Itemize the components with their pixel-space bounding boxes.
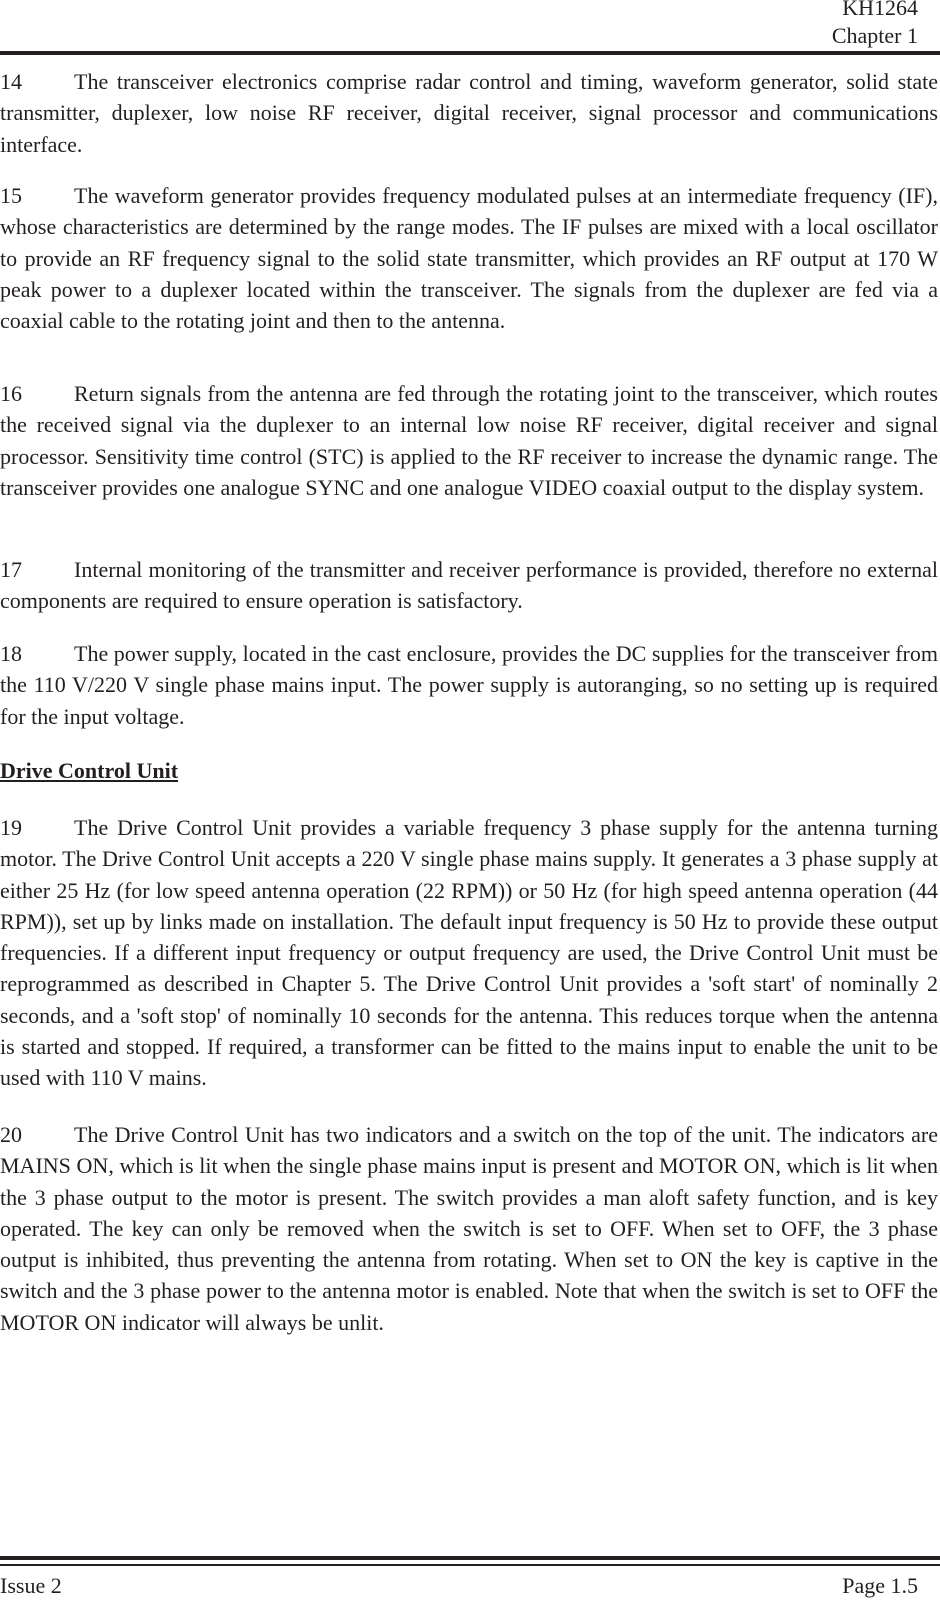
document-code: KH1264 — [842, 0, 918, 20]
issue-label: Issue 2 — [0, 1573, 62, 1598]
paragraph-17 — [0, 554, 938, 617]
paragraph-number: 14 — [0, 69, 22, 94]
chapter-label: Chapter 1 — [831, 23, 918, 48]
footer-rule-thin — [0, 1564, 940, 1566]
paragraph-text: The transceiver electronics comprise radar control and timing, waveform generator, solid state transmitter, duplexer, low noise RF receiver, digital receiver, signal processor and communications interface. — [0, 69, 938, 157]
paragraph-16 — [0, 378, 938, 503]
paragraph-text: The Drive Control Unit has two indicators and a switch on the top of the unit. The indicators are MAINS ON, which is lit when the single phase mains input is present and MOTOR ON, which is lit when the 3 phase output to the motor is present. The switch provides a man aloft safety function, and is key operated. The key can only be removed when the switch is set to OFF. When set to OFF, the 3 phase output is inhibited, thus preventing the antenna from rotating. When set to ON the key is captive in the switch and the 3 phase power to the antenna motor is enabled. Note that when the switch is set to OFF the MOTOR ON indicator will always be unlit. — [0, 1122, 938, 1335]
header-rule — [0, 51, 940, 55]
paragraph-text: The waveform generator provides frequency modulated pulses at an intermediate frequency (IF), whose characteristics are determined by the range modes. The IF pulses are mixed with a local oscillator to provide an RF frequency signal to the solid state transmitter, which provides an RF output at 170 W peak power to a duplexer located within the transceiver. The signals from the duplexer are fed via a coaxial cable to the rotating joint and then to the antenna. — [0, 183, 938, 334]
paragraph-text: The power supply, located in the cast enclosure, provides the DC supplies for the transceiver from the 110 V/220 V single phase mains input. The power supply is autoranging, so no setting up is required for the input voltage. — [0, 641, 938, 729]
paragraph-number: 15 — [0, 183, 22, 208]
paragraph-number: 16 — [0, 381, 22, 406]
paragraph-20 — [0, 1119, 938, 1338]
paragraph-text: The Drive Control Unit provides a variable frequency 3 phase supply for the antenna turning motor. The Drive Control Unit accepts a 220 V single phase mains supply. It generates a 3 phase supply at either 25 Hz (for low speed antenna operation (22 RPM)) or 50 Hz (for high speed antenna operation (44 RPM)), set up by links made on installation. The default input frequency is 50 Hz to provide these output frequencies. If a different input frequency or output frequency are used, the Drive Control Unit must be reprogrammed as described in Chapter 5. The Drive Control Unit provides a 'soft start' of nominally 2 seconds, and a 'soft stop' of nominally 10 seconds for the antenna. This reduces torque when the antenna is started and stopped. If required, a transformer can be fitted to the mains input to enable the unit to be used with 110 V mains. — [0, 815, 938, 1091]
paragraph-number: 17 — [0, 557, 22, 582]
footer-rule-thick — [0, 1556, 940, 1560]
paragraph-text: Internal monitoring of the transmitter and receiver performance is provided, therefore no external components are required to ensure operation is satisfactory. — [0, 557, 938, 614]
paragraph-number: 18 — [0, 641, 22, 666]
paragraph-19 — [0, 812, 938, 1094]
paragraph-number: 19 — [0, 815, 22, 840]
paragraph-18 — [0, 638, 938, 732]
section-heading: Drive Control Unit — [0, 758, 179, 783]
page-number: Page 1.5 — [842, 1573, 918, 1598]
paragraph-14 — [0, 66, 938, 160]
paragraph-15 — [0, 180, 938, 336]
paragraph-number: 20 — [0, 1122, 22, 1147]
paragraph-text: Return signals from the antenna are fed through the rotating joint to the transceiver, which routes the received signal via the duplexer to an internal low noise RF receiver, digital receiver and signal processor. Sensitivity time control (STC) is applied to the RF receiver to increase the dynamic range. The transceiver provides one analogue SYNC and one analogue VIDEO coaxial output to the display system. — [0, 381, 938, 500]
